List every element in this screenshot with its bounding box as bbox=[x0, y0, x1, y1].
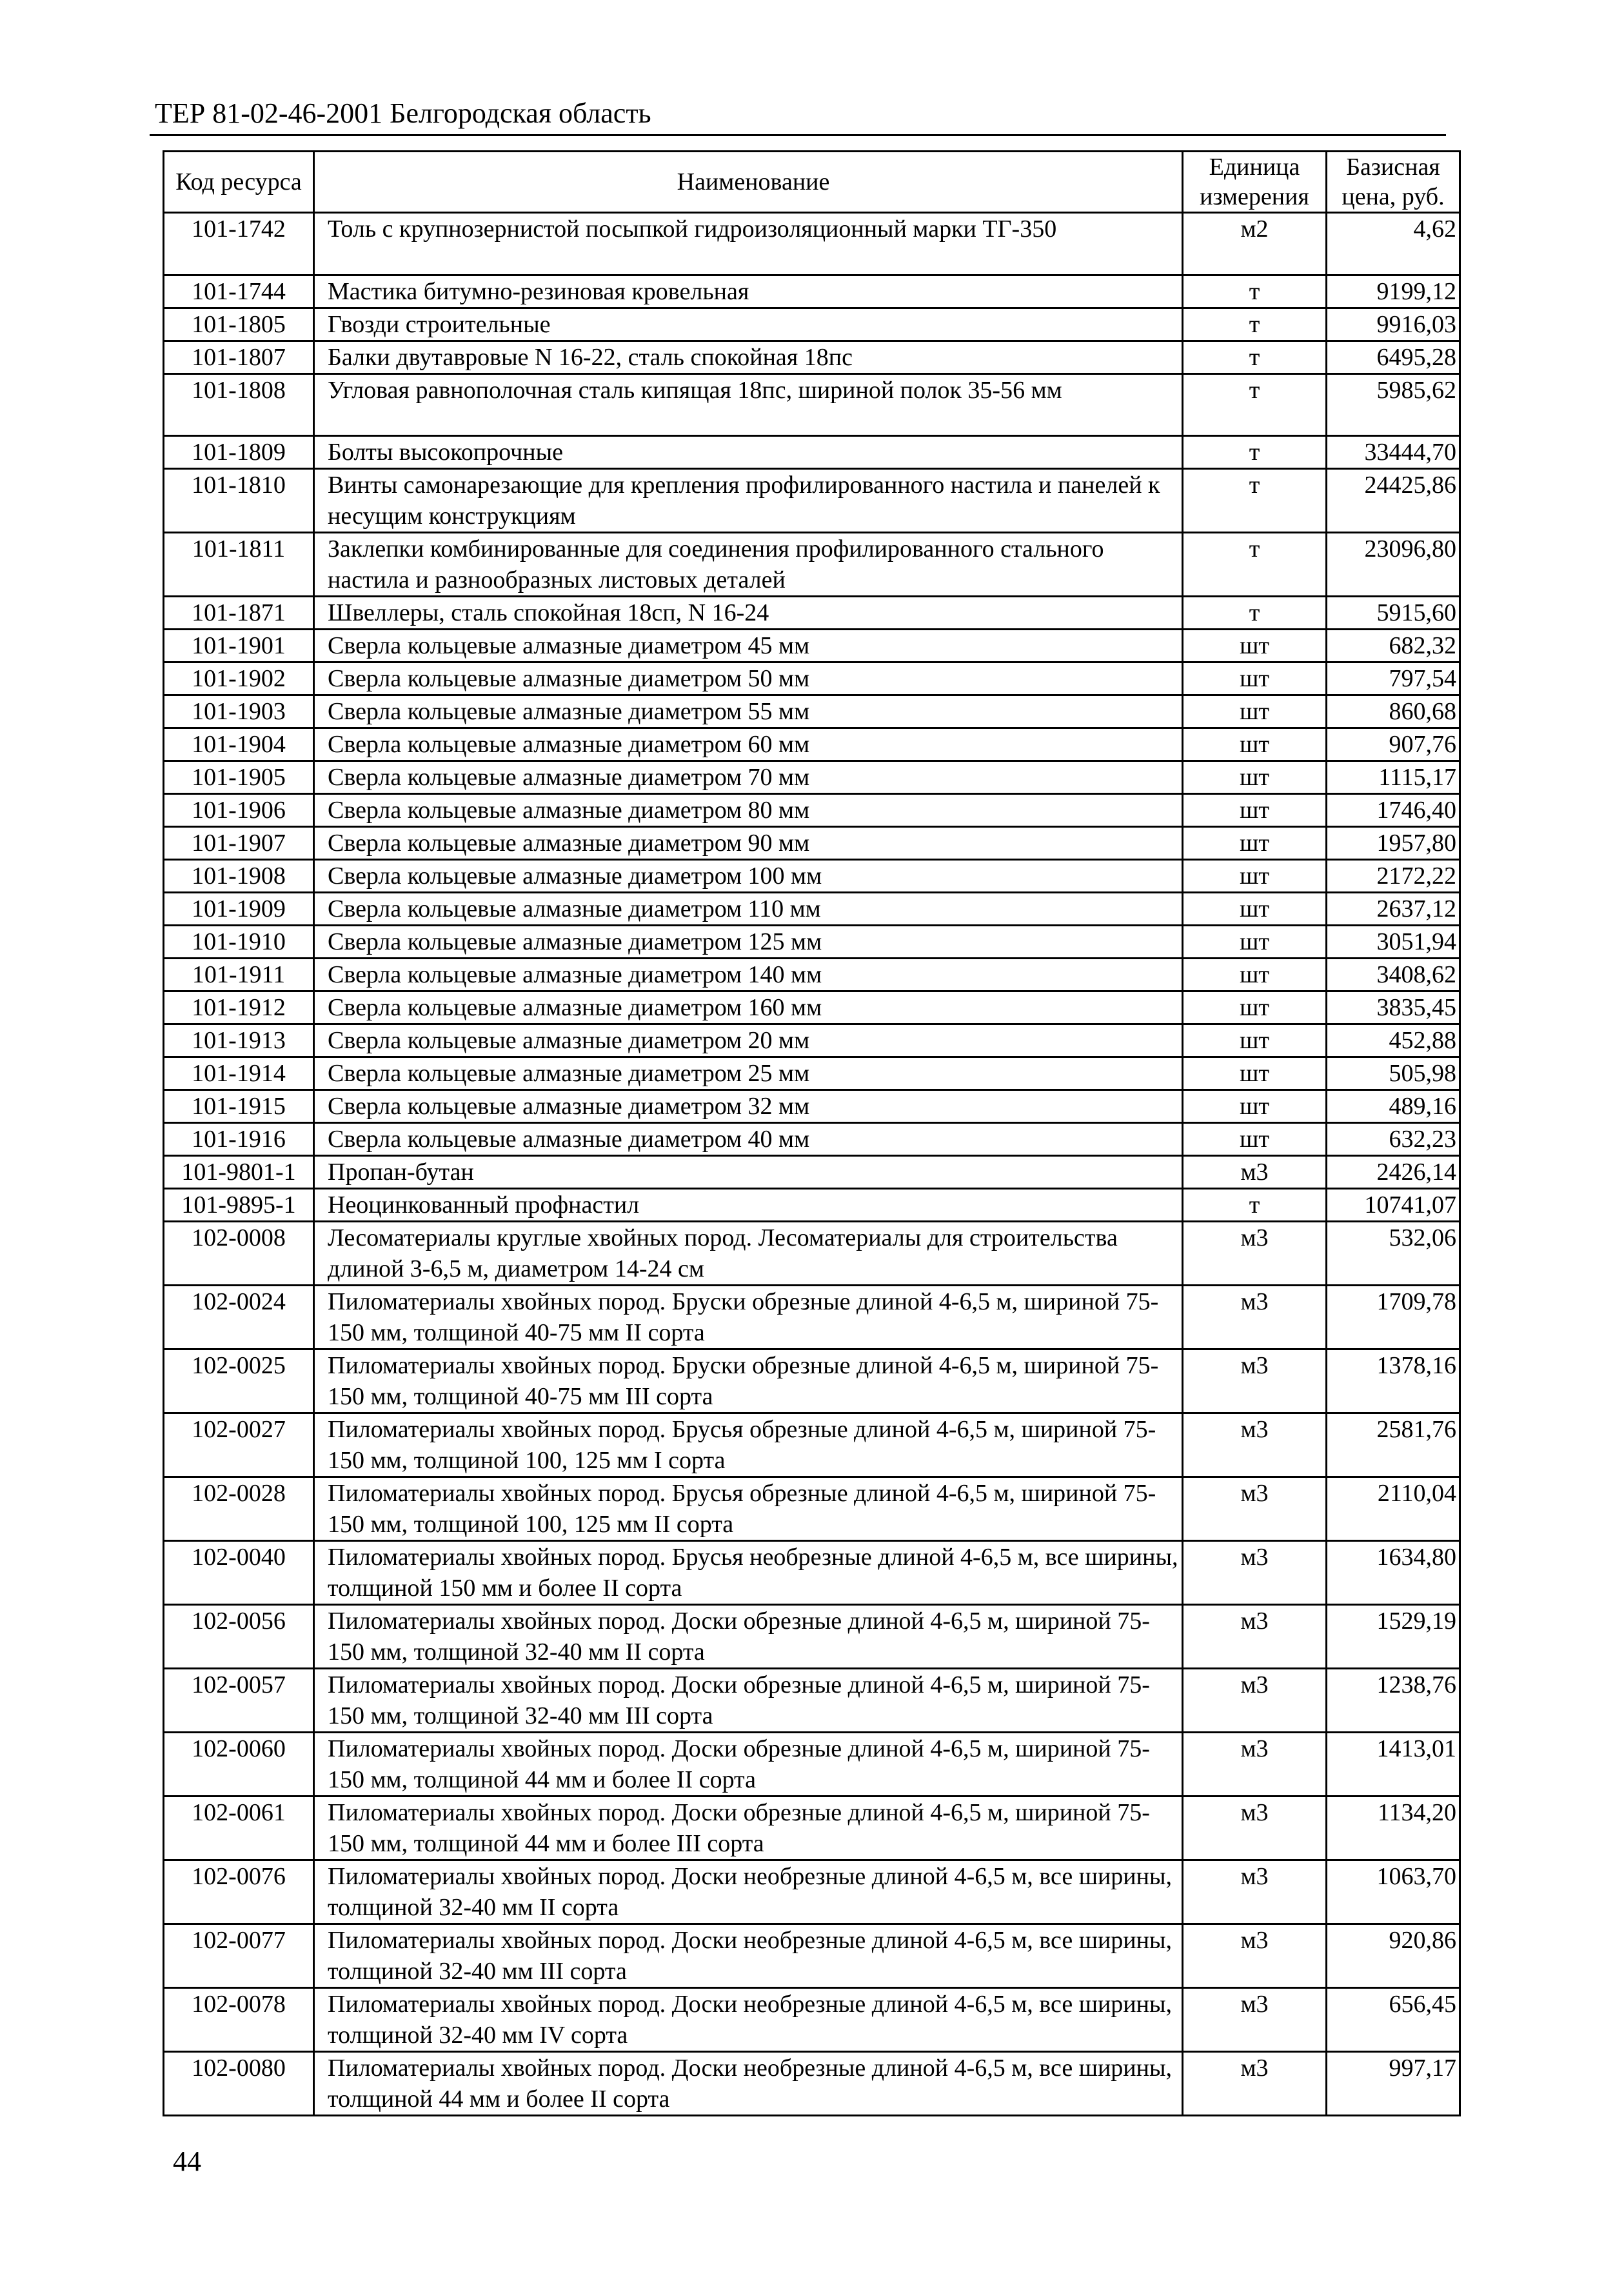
resource-name-cell: Пиломатериалы хвойных пород. Бруски обрезные длиной 4-6,5 м, шириной 75-150 мм, толщиной 40-75 мм III сорта bbox=[314, 1349, 1183, 1413]
resource-code-cell: 102-0024 bbox=[164, 1286, 314, 1349]
resource-name-cell: Заклепки комбинированные для соединения профилированного стального настила и разнообразных листовых деталей bbox=[314, 533, 1183, 597]
unit-cell: шт bbox=[1183, 695, 1327, 728]
table-row bbox=[164, 1605, 1460, 1669]
resource-code-cell: 101-1914 bbox=[164, 1057, 314, 1090]
resource-code-cell: 101-1904 bbox=[164, 728, 314, 761]
price-cell: 1238,76 bbox=[1327, 1669, 1460, 1733]
resource-name-cell: Мастика битумно-резиновая кровельная bbox=[314, 275, 1183, 308]
resource-name-cell: Пиломатериалы хвойных пород. Доски обрезные длиной 4-6,5 м, шириной 75-150 мм, толщиной 44 мм и более II сорта bbox=[314, 1733, 1183, 1796]
table-row bbox=[164, 991, 1460, 1024]
resource-code-cell: 101-1915 bbox=[164, 1090, 314, 1123]
unit-cell: шт bbox=[1183, 794, 1327, 827]
resource-code-cell: 101-1742 bbox=[164, 213, 314, 275]
unit-cell: т bbox=[1183, 469, 1327, 533]
resource-code-cell: 102-0008 bbox=[164, 1222, 314, 1286]
resource-name-cell: Пиломатериалы хвойных пород. Доски обрезные длиной 4-6,5 м, шириной 75-150 мм, толщиной 44 мм и более III сорта bbox=[314, 1796, 1183, 1860]
price-cell: 1957,80 bbox=[1327, 827, 1460, 860]
table-row bbox=[164, 1796, 1460, 1860]
price-cell: 33444,70 bbox=[1327, 436, 1460, 469]
resource-name-cell: Сверла кольцевые алмазные диаметром 80 мм bbox=[314, 794, 1183, 827]
unit-cell: шт bbox=[1183, 761, 1327, 794]
table-row bbox=[164, 1090, 1460, 1123]
unit-cell: м3 bbox=[1183, 1733, 1327, 1796]
price-cell: 2426,14 bbox=[1327, 1156, 1460, 1189]
unit-cell: т bbox=[1183, 308, 1327, 341]
table-row bbox=[164, 341, 1460, 373]
table-row bbox=[164, 213, 1460, 275]
resource-code-cell: 102-0080 bbox=[164, 2052, 314, 2116]
resource-code-cell: 102-0077 bbox=[164, 1924, 314, 1988]
price-cell: 997,17 bbox=[1327, 2052, 1460, 2116]
table-row bbox=[164, 597, 1460, 630]
resource-code-cell: 101-1910 bbox=[164, 926, 314, 959]
price-cell: 1709,78 bbox=[1327, 1286, 1460, 1349]
resource-name-cell: Сверла кольцевые алмазные диаметром 160 мм bbox=[314, 991, 1183, 1024]
resource-code-cell: 101-1811 bbox=[164, 533, 314, 597]
column-header-price: Базисная цена, руб. bbox=[1327, 152, 1460, 213]
resource-name-cell: Пиломатериалы хвойных пород. Доски необрезные длиной 4-6,5 м, все ширины, толщиной 44 мм и более II сорта bbox=[314, 2052, 1183, 2116]
unit-cell: м3 bbox=[1183, 1541, 1327, 1605]
price-cell: 2172,22 bbox=[1327, 860, 1460, 893]
resource-code-cell: 102-0027 bbox=[164, 1413, 314, 1477]
unit-cell: т bbox=[1183, 436, 1327, 469]
unit-cell: шт bbox=[1183, 860, 1327, 893]
resource-name-cell: Пиломатериалы хвойных пород. Доски необрезные длиной 4-6,5 м, все ширины, толщиной 32-40 мм III сорта bbox=[314, 1924, 1183, 1988]
column-header-name: Наименование bbox=[314, 152, 1183, 213]
resource-code-cell: 101-1809 bbox=[164, 436, 314, 469]
resource-name-cell: Сверла кольцевые алмазные диаметром 110 мм bbox=[314, 893, 1183, 926]
table-row bbox=[164, 695, 1460, 728]
unit-cell: шт bbox=[1183, 728, 1327, 761]
page-number: 44 bbox=[173, 2145, 201, 2177]
price-cell: 10741,07 bbox=[1327, 1189, 1460, 1222]
resource-code-cell: 101-1808 bbox=[164, 373, 314, 436]
price-cell: 797,54 bbox=[1327, 662, 1460, 695]
resource-code-cell: 101-1916 bbox=[164, 1123, 314, 1156]
resource-name-cell: Пиломатериалы хвойных пород. Бруски обрезные длиной 4-6,5 м, шириной 75-150 мм, толщиной 40-75 мм II сорта bbox=[314, 1286, 1183, 1349]
table-row bbox=[164, 275, 1460, 308]
resource-name-cell: Пиломатериалы хвойных пород. Доски обрезные длиной 4-6,5 м, шириной 75-150 мм, толщиной 32-40 мм II сорта bbox=[314, 1605, 1183, 1669]
price-cell: 5985,62 bbox=[1327, 373, 1460, 436]
table-row bbox=[164, 1286, 1460, 1349]
column-header-code: Код ресурса bbox=[164, 152, 314, 213]
price-cell: 9916,03 bbox=[1327, 308, 1460, 341]
resource-code-cell: 101-1907 bbox=[164, 827, 314, 860]
resource-name-cell: Сверла кольцевые алмазные диаметром 45 мм bbox=[314, 630, 1183, 662]
price-cell: 907,76 bbox=[1327, 728, 1460, 761]
table-row bbox=[164, 860, 1460, 893]
resource-name-cell: Швеллеры, сталь спокойная 18сп, N 16-24 bbox=[314, 597, 1183, 630]
unit-cell: м3 bbox=[1183, 1860, 1327, 1924]
unit-cell: м3 bbox=[1183, 1349, 1327, 1413]
table-header-row bbox=[164, 152, 1460, 213]
resource-code-cell: 101-1906 bbox=[164, 794, 314, 827]
price-cell: 6495,28 bbox=[1327, 341, 1460, 373]
unit-cell: м3 bbox=[1183, 1924, 1327, 1988]
table-row bbox=[164, 1669, 1460, 1733]
table-row bbox=[164, 1541, 1460, 1605]
table-row bbox=[164, 1733, 1460, 1796]
table-row bbox=[164, 1222, 1460, 1286]
unit-cell: т bbox=[1183, 373, 1327, 436]
table-row bbox=[164, 1477, 1460, 1541]
unit-cell: т bbox=[1183, 275, 1327, 308]
table-row bbox=[164, 1156, 1460, 1189]
price-cell: 1746,40 bbox=[1327, 794, 1460, 827]
price-cell: 2110,04 bbox=[1327, 1477, 1460, 1541]
price-cell: 3408,62 bbox=[1327, 959, 1460, 991]
resource-code-cell: 102-0028 bbox=[164, 1477, 314, 1541]
unit-cell: шт bbox=[1183, 1123, 1327, 1156]
resource-code-cell: 101-1905 bbox=[164, 761, 314, 794]
table-row bbox=[164, 893, 1460, 926]
resource-name-cell: Пропан-бутан bbox=[314, 1156, 1183, 1189]
table-row bbox=[164, 1413, 1460, 1477]
table-row bbox=[164, 1189, 1460, 1222]
unit-cell: м3 bbox=[1183, 1413, 1327, 1477]
resource-name-cell: Пиломатериалы хвойных пород. Брусья обрезные длиной 4-6,5 м, шириной 75-150 мм, толщиной 100, 125 мм II сорта bbox=[314, 1477, 1183, 1541]
resource-code-cell: 102-0061 bbox=[164, 1796, 314, 1860]
unit-cell: м3 bbox=[1183, 1988, 1327, 2052]
column-header-unit: Единица измерения bbox=[1183, 152, 1327, 213]
table-row bbox=[164, 728, 1460, 761]
price-cell: 3835,45 bbox=[1327, 991, 1460, 1024]
resource-name-cell: Сверла кольцевые алмазные диаметром 50 мм bbox=[314, 662, 1183, 695]
resource-name-cell: Толь с крупнозернистой посыпкой гидроизоляционный марки ТГ-350 bbox=[314, 213, 1183, 275]
resource-name-cell: Сверла кольцевые алмазные диаметром 90 мм bbox=[314, 827, 1183, 860]
price-cell: 1413,01 bbox=[1327, 1733, 1460, 1796]
table-row bbox=[164, 926, 1460, 959]
price-cell: 5915,60 bbox=[1327, 597, 1460, 630]
resource-code-cell: 101-1810 bbox=[164, 469, 314, 533]
unit-cell: т bbox=[1183, 1189, 1327, 1222]
table-row bbox=[164, 436, 1460, 469]
resource-code-cell: 101-1902 bbox=[164, 662, 314, 695]
table-row bbox=[164, 959, 1460, 991]
unit-cell: м3 bbox=[1183, 1222, 1327, 1286]
table-row bbox=[164, 1924, 1460, 1988]
table-row bbox=[164, 630, 1460, 662]
resource-code-cell: 102-0025 bbox=[164, 1349, 314, 1413]
resource-code-cell: 102-0078 bbox=[164, 1988, 314, 2052]
resource-name-cell: Пиломатериалы хвойных пород. Брусья обрезные длиной 4-6,5 м, шириной 75-150 мм, толщиной 100, 125 мм I сорта bbox=[314, 1413, 1183, 1477]
resource-name-cell: Пиломатериалы хвойных пород. Доски обрезные длиной 4-6,5 м, шириной 75-150 мм, толщиной 32-40 мм III сорта bbox=[314, 1669, 1183, 1733]
unit-cell: шт bbox=[1183, 827, 1327, 860]
resource-code-cell: 101-1903 bbox=[164, 695, 314, 728]
unit-cell: т bbox=[1183, 597, 1327, 630]
resource-name-cell: Сверла кольцевые алмазные диаметром 20 мм bbox=[314, 1024, 1183, 1057]
table-row bbox=[164, 662, 1460, 695]
resource-code-cell: 102-0056 bbox=[164, 1605, 314, 1669]
resource-code-cell: 102-0057 bbox=[164, 1669, 314, 1733]
table-row bbox=[164, 533, 1460, 597]
table-row bbox=[164, 1860, 1460, 1924]
resource-price-table bbox=[163, 150, 1461, 2116]
resource-name-cell: Сверла кольцевые алмазные диаметром 70 мм bbox=[314, 761, 1183, 794]
table-row bbox=[164, 761, 1460, 794]
price-cell: 23096,80 bbox=[1327, 533, 1460, 597]
price-cell: 632,23 bbox=[1327, 1123, 1460, 1156]
header-rule bbox=[150, 134, 1446, 136]
table-body bbox=[164, 213, 1460, 2116]
resource-code-cell: 101-1911 bbox=[164, 959, 314, 991]
table-row bbox=[164, 2052, 1460, 2116]
unit-cell: т bbox=[1183, 341, 1327, 373]
resource-name-cell: Сверла кольцевые алмазные диаметром 25 мм bbox=[314, 1057, 1183, 1090]
unit-cell: м3 bbox=[1183, 1286, 1327, 1349]
resource-code-cell: 102-0040 bbox=[164, 1541, 314, 1605]
resource-code-cell: 101-1912 bbox=[164, 991, 314, 1024]
price-cell: 3051,94 bbox=[1327, 926, 1460, 959]
resource-name-cell: Пиломатериалы хвойных пород. Доски необрезные длиной 4-6,5 м, все ширины, толщиной 32-40 мм IV сорта bbox=[314, 1988, 1183, 2052]
document-header-title: ТЕР 81-02-46-2001 Белгородская область bbox=[155, 97, 651, 129]
price-cell: 2581,76 bbox=[1327, 1413, 1460, 1477]
table-row bbox=[164, 308, 1460, 341]
unit-cell: шт bbox=[1183, 1024, 1327, 1057]
price-cell: 656,45 bbox=[1327, 1988, 1460, 2052]
resource-code-cell: 101-9801-1 bbox=[164, 1156, 314, 1189]
resource-name-cell: Сверла кольцевые алмазные диаметром 140 мм bbox=[314, 959, 1183, 991]
resource-name-cell: Сверла кольцевые алмазные диаметром 100 мм bbox=[314, 860, 1183, 893]
resource-name-cell: Неоцинкованный профнастил bbox=[314, 1189, 1183, 1222]
price-cell: 489,16 bbox=[1327, 1090, 1460, 1123]
unit-cell: м3 bbox=[1183, 1477, 1327, 1541]
unit-cell: м3 bbox=[1183, 2052, 1327, 2116]
price-cell: 1115,17 bbox=[1327, 761, 1460, 794]
price-cell: 860,68 bbox=[1327, 695, 1460, 728]
unit-cell: шт bbox=[1183, 662, 1327, 695]
table-row bbox=[164, 1024, 1460, 1057]
table-row bbox=[164, 469, 1460, 533]
resource-name-cell: Болты высокопрочные bbox=[314, 436, 1183, 469]
resource-code-cell: 101-1908 bbox=[164, 860, 314, 893]
resource-code-cell: 102-0060 bbox=[164, 1733, 314, 1796]
unit-cell: шт bbox=[1183, 926, 1327, 959]
price-cell: 682,32 bbox=[1327, 630, 1460, 662]
unit-cell: м3 bbox=[1183, 1156, 1327, 1189]
resource-name-cell: Сверла кольцевые алмазные диаметром 40 мм bbox=[314, 1123, 1183, 1156]
resource-code-cell: 101-1909 bbox=[164, 893, 314, 926]
resource-code-cell: 101-1807 bbox=[164, 341, 314, 373]
resource-name-cell: Балки двутавровые N 16-22, сталь спокойная 18пс bbox=[314, 341, 1183, 373]
unit-cell: шт bbox=[1183, 893, 1327, 926]
table-row bbox=[164, 1988, 1460, 2052]
table-row bbox=[164, 794, 1460, 827]
unit-cell: м3 bbox=[1183, 1669, 1327, 1733]
price-cell: 2637,12 bbox=[1327, 893, 1460, 926]
resource-name-cell: Сверла кольцевые алмазные диаметром 60 мм bbox=[314, 728, 1183, 761]
resource-name-cell: Пиломатериалы хвойных пород. Брусья необрезные длиной 4-6,5 м, все ширины, толщиной 150 мм и более II сорта bbox=[314, 1541, 1183, 1605]
price-cell: 1063,70 bbox=[1327, 1860, 1460, 1924]
table-row bbox=[164, 1123, 1460, 1156]
price-cell: 1529,19 bbox=[1327, 1605, 1460, 1669]
table-row bbox=[164, 1057, 1460, 1090]
resource-code-cell: 101-1901 bbox=[164, 630, 314, 662]
price-cell: 9199,12 bbox=[1327, 275, 1460, 308]
unit-cell: м2 bbox=[1183, 213, 1327, 275]
unit-cell: шт bbox=[1183, 1090, 1327, 1123]
resource-code-cell: 101-1913 bbox=[164, 1024, 314, 1057]
unit-cell: шт bbox=[1183, 630, 1327, 662]
resource-name-cell: Сверла кольцевые алмазные диаметром 32 мм bbox=[314, 1090, 1183, 1123]
unit-cell: шт bbox=[1183, 991, 1327, 1024]
resource-name-cell: Гвозди строительные bbox=[314, 308, 1183, 341]
resource-code-cell: 101-1805 bbox=[164, 308, 314, 341]
unit-cell: м3 bbox=[1183, 1796, 1327, 1860]
price-cell: 1134,20 bbox=[1327, 1796, 1460, 1860]
resource-name-cell: Сверла кольцевые алмазные диаметром 55 мм bbox=[314, 695, 1183, 728]
resource-name-cell: Лесоматериалы круглые хвойных пород. Лесоматериалы для строительства длиной 3-6,5 м, диаметром 14-24 см bbox=[314, 1222, 1183, 1286]
price-cell: 920,86 bbox=[1327, 1924, 1460, 1988]
resource-code-cell: 102-0076 bbox=[164, 1860, 314, 1924]
unit-cell: шт bbox=[1183, 959, 1327, 991]
resource-name-cell: Угловая равнополочная сталь кипящая 18пс, шириной полок 35-56 мм bbox=[314, 373, 1183, 436]
price-cell: 1378,16 bbox=[1327, 1349, 1460, 1413]
resource-name-cell: Винты самонарезающие для крепления профилированного настила и панелей к несущим конструкциям bbox=[314, 469, 1183, 533]
unit-cell: м3 bbox=[1183, 1605, 1327, 1669]
unit-cell: шт bbox=[1183, 1057, 1327, 1090]
price-cell: 532,06 bbox=[1327, 1222, 1460, 1286]
resource-code-cell: 101-1871 bbox=[164, 597, 314, 630]
resource-code-cell: 101-9895-1 bbox=[164, 1189, 314, 1222]
table-row bbox=[164, 373, 1460, 436]
resource-code-cell: 101-1744 bbox=[164, 275, 314, 308]
table-row bbox=[164, 827, 1460, 860]
price-cell: 4,62 bbox=[1327, 213, 1460, 275]
price-cell: 452,88 bbox=[1327, 1024, 1460, 1057]
table-row bbox=[164, 1349, 1460, 1413]
price-cell: 1634,80 bbox=[1327, 1541, 1460, 1605]
resource-name-cell: Сверла кольцевые алмазные диаметром 125 мм bbox=[314, 926, 1183, 959]
resource-name-cell: Пиломатериалы хвойных пород. Доски необрезные длиной 4-6,5 м, все ширины, толщиной 32-40 мм II сорта bbox=[314, 1860, 1183, 1924]
unit-cell: т bbox=[1183, 533, 1327, 597]
price-cell: 24425,86 bbox=[1327, 469, 1460, 533]
price-cell: 505,98 bbox=[1327, 1057, 1460, 1090]
